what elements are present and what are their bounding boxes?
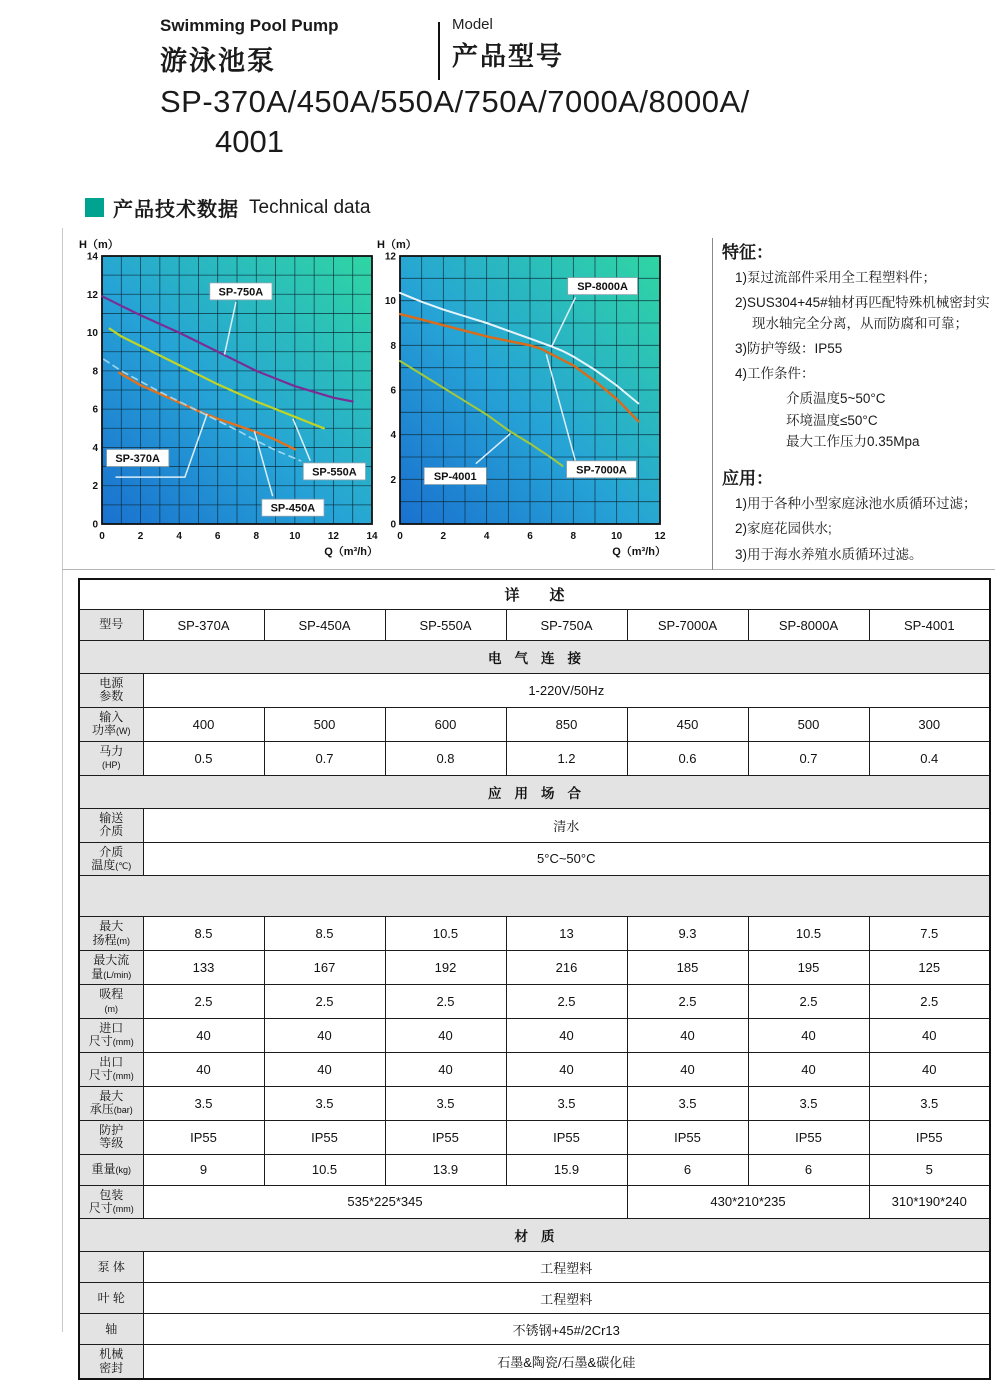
table-row [79,1086,990,1120]
x-tick-label: 8 [570,531,577,542]
row-label: 进口 尺寸(mm) [79,1019,143,1053]
section-title-zh: 产品技术数据 [113,199,239,221]
table-value-cell: 2.5 [506,985,627,1019]
table-value-cell: 0.5 [143,741,264,775]
table-value-cell: 600 [385,707,506,741]
y-axis-title: H（m） [377,239,417,251]
application-item: 3)用于海水养殖水质循环过滤。 [735,546,923,562]
table-value-cell: 40 [264,1052,385,1086]
table-section-header: 应用场合 [79,775,990,808]
table-value-cell: 6 [627,1154,748,1185]
table-value-cell: 10.5 [385,917,506,951]
feature-item: 环境温度≤50°C [786,412,878,428]
row-label-model: 型号 [79,610,143,641]
row-label: 轴 [79,1314,143,1345]
pump-curve-chart-large-models [376,238,668,560]
row-label: 泵 体 [79,1252,143,1283]
application-item: 1)用于各种小型家庭泳池水质循环过滤； [735,496,977,511]
row-label: 最大 扬程(m) [79,917,143,951]
features-list [722,268,998,452]
model-numbers-line1: SP-370A/450A/550A/750A/7000A/8000A/ [160,84,750,119]
table-row [79,1019,990,1053]
table-value-cell: 10.5 [748,917,869,951]
y-tick-label: 8 [390,340,396,352]
row-label: 输入 功率(W) [79,707,143,741]
x-tick-label: 8 [253,531,260,542]
table-value-cell: IP55 [627,1120,748,1154]
applications-title: 应用： [722,469,773,488]
table-value-cell: 3.5 [143,1086,264,1120]
y-tick-label: 6 [92,404,98,416]
table-row [79,674,990,708]
section-bullet-square [85,198,104,217]
table-value-cell: 8.5 [264,917,385,951]
y-tick-label: 2 [390,474,396,486]
table-value-cell: 192 [385,951,506,985]
model-column-header: SP-8000A [748,610,869,641]
y-tick-label: 0 [92,519,98,531]
model-column-header: SP-7000A [627,610,748,641]
x-tick-label: 12 [654,531,666,542]
y-axis-title: H（m） [79,239,119,251]
table-value-cell: 430*210*235 [627,1185,869,1219]
table-value-cell: 5°C~50°C [143,842,990,876]
row-label: 输送 介质 [79,808,143,842]
table-value-cell: 13.9 [385,1154,506,1185]
table-value-cell: 535*225*345 [143,1185,627,1219]
curve-label-text: SP-370A [115,452,160,465]
feature-item: 3)防护等级：IP55 [735,340,843,356]
table-section-header: 电气连接 [79,641,990,674]
product-title-zh: 游泳池泵 [160,46,276,76]
x-tick-label: 0 [397,531,403,542]
table-value-cell: 310*190*240 [869,1185,990,1219]
curve-label-text: SP-8000A [577,281,628,294]
table-value-cell: 133 [143,951,264,985]
model-column-header: SP-370A [143,610,264,641]
table-value-cell: 167 [264,951,385,985]
y-tick-label: 10 [384,296,396,308]
y-tick-label: 2 [92,481,98,493]
page-header [160,16,564,80]
table-sec empty-row [79,876,990,917]
table-value-cell: 40 [143,1019,264,1053]
table-value-cell: 工程塑料 [143,1283,990,1314]
x-axis-title: Q（m³/h） [324,546,378,558]
table-value-cell: 3.5 [869,1086,990,1120]
curve-label-text: SP-550A [312,466,357,479]
table-row [79,1345,990,1379]
y-tick-label: 10 [86,328,98,340]
table-value-cell: 40 [385,1052,506,1086]
x-tick-label: 10 [289,531,301,542]
table-value-cell: 2.5 [748,985,869,1019]
x-tick-label: 10 [611,531,623,542]
table-row [79,1052,990,1086]
table-sec-row [79,775,990,808]
y-tick-label: 4 [390,430,396,442]
x-tick-label: 6 [527,531,533,542]
table-value-cell: 3.5 [748,1086,869,1120]
x-axis-title: Q（m³/h） [612,546,666,558]
x-tick-label: 12 [327,531,339,542]
table-value-cell: 40 [869,1052,990,1086]
table-value-cell: 10.5 [264,1154,385,1185]
table-value-cell: IP55 [264,1120,385,1154]
table-value-cell: 400 [143,707,264,741]
table-value-cell: 7.5 [869,917,990,951]
table-value-cell: 40 [506,1019,627,1053]
table-value-cell: 5 [869,1154,990,1185]
table-value-cell: 40 [264,1019,385,1053]
table-row [79,808,990,842]
table-value-cell: 216 [506,951,627,985]
table-sec-row [79,1219,990,1252]
y-tick-label: 4 [92,442,98,454]
header-divider [438,22,440,80]
table-value-cell: 清水 [143,808,990,842]
row-label: 出口 尺寸(mm) [79,1052,143,1086]
y-tick-label: 12 [384,251,396,263]
curve-label-text: SP-4001 [433,470,477,483]
row-label: 重量(kg) [79,1154,143,1185]
table-value-cell: 3.5 [385,1086,506,1120]
table-value-cell: 40 [627,1052,748,1086]
y-tick-label: 14 [86,251,98,263]
applications-list [722,494,998,565]
model-column-header: SP-550A [385,610,506,641]
row-label: 最大 承压(bar) [79,1086,143,1120]
table-value-cell: 不锈钢+45#/2Cr13 [143,1314,990,1345]
feature-item: 介质温度5~50°C [786,391,886,407]
table-value-cell: 1.2 [506,741,627,775]
table-value-cell: 3.5 [264,1086,385,1120]
row-label: 叶 轮 [79,1283,143,1314]
table-value-cell: 2.5 [869,985,990,1019]
features-title: 特征： [722,243,773,262]
row-label: 机械 密封 [79,1345,143,1379]
table-row [79,1120,990,1154]
curve-label-text: SP-750A [218,286,264,299]
table-row [79,1154,990,1185]
table-value-cell: 石墨&陶瓷/石墨&碳化硅 [143,1345,990,1379]
x-tick-label: 4 [483,531,490,542]
row-label: 最大流 量(L/min) [79,951,143,985]
feature-item: 2)SUS304+45#轴材再匹配特殊机械密封实现水轴完全分离，从而防腐和可靠； [735,295,990,331]
table-row [79,917,990,951]
table-value-cell: 0.8 [385,741,506,775]
x-tick-label: 2 [137,531,144,542]
y-tick-label: 12 [86,289,98,301]
table-value-cell: 2.5 [627,985,748,1019]
y-tick-label: 0 [390,519,396,531]
row-label: 吸程 (m) [79,985,143,1019]
table-value-cell: 40 [627,1019,748,1053]
specification-table [78,578,991,1380]
table-value-cell: IP55 [143,1120,264,1154]
features-panel [712,238,998,570]
row-label: 电源 参数 [79,674,143,708]
product-title-block [160,16,438,80]
feature-item: 1)泵过流部件采用全工程塑料件； [735,270,937,285]
table-value-cell: 3.5 [506,1086,627,1120]
table-value-cell: 450 [627,707,748,741]
table-value-cell: 125 [869,951,990,985]
x-tick-label: 0 [99,531,105,542]
table-value-cell: 300 [869,707,990,741]
charts-area [0,238,1000,568]
table-value-cell: 9 [143,1154,264,1185]
table-value-cell: 0.4 [869,741,990,775]
table-title: 详述 [79,579,990,610]
table-ttl-row [79,579,990,610]
section-title-en: Technical data [249,196,371,218]
table-row [79,707,990,741]
table-value-cell: IP55 [385,1120,506,1154]
row-label: 马力 (HP) [79,741,143,775]
x-tick-label: 4 [176,531,182,542]
table-value-cell: 工程塑料 [143,1252,990,1283]
table-row [79,1314,990,1345]
table-row [79,842,990,876]
model-label-zh: 产品型号 [452,41,565,71]
technical-data-heading [85,193,370,222]
curve-label-text: SP-450A [270,502,316,515]
table-value-cell: 40 [748,1019,869,1053]
table-row [79,610,990,641]
table-value-cell: 0.6 [627,741,748,775]
table-value-cell: 9.3 [627,917,748,951]
table-row [79,1283,990,1314]
table-value-cell: 2.5 [143,985,264,1019]
row-label: 防护 等级 [79,1120,143,1154]
table-value-cell: 40 [385,1019,506,1053]
table-value-cell: IP55 [748,1120,869,1154]
table-sec-row [79,641,990,674]
x-tick-label: 2 [440,531,447,542]
table-value-cell: 850 [506,707,627,741]
y-tick-label: 8 [92,366,98,378]
table-value-cell: 195 [748,951,869,985]
table-value-cell: 2.5 [385,985,506,1019]
model-label-block [452,16,564,80]
y-tick-label: 6 [390,385,396,397]
model-column-header: SP-450A [264,610,385,641]
table-value-cell: 15.9 [506,1154,627,1185]
x-tick-label: 14 [366,531,378,542]
pump-curve-chart-small-models [78,238,380,560]
table-value-cell: 8.5 [143,917,264,951]
table-row [79,985,990,1019]
table-value-cell: 500 [748,707,869,741]
x-tick-label: 6 [214,531,221,542]
table-row [79,1185,990,1219]
model-numbers-line2: 4001 [215,124,284,159]
table-row [79,951,990,985]
table-value-cell: 500 [264,707,385,741]
feature-item: 最大工作压力0.35Mpa [786,433,920,449]
table-value-cell: 40 [748,1052,869,1086]
table-value-cell: IP55 [506,1120,627,1154]
feature-item: 4)工作条件： [735,366,815,381]
row-label: 介质 温度(℃) [79,842,143,876]
table-value-cell: 40 [869,1019,990,1053]
table-value-cell: 185 [627,951,748,985]
table-value-cell: 40 [143,1052,264,1086]
curve-label-text: SP-7000A [576,464,627,477]
model-label-en: Model [452,16,493,33]
table-value-cell: 13 [506,917,627,951]
model-column-header: SP-4001 [869,610,990,641]
table-row [79,1252,990,1283]
table-value-cell: 0.7 [264,741,385,775]
table-spacer-row [79,876,990,917]
table-row [79,741,990,775]
table-value-cell: 2.5 [264,985,385,1019]
application-item: 2)家庭花园供水; [735,521,832,537]
table-value-cell: 1-220V/50Hz [143,674,990,708]
table-value-cell: 3.5 [627,1086,748,1120]
row-label: 包装 尺寸(mm) [79,1185,143,1219]
model-column-header: SP-750A [506,610,627,641]
table-value-cell: 0.7 [748,741,869,775]
table-value-cell: IP55 [869,1120,990,1154]
table-value-cell: 6 [748,1154,869,1185]
product-title-en: Swimming Pool Pump [160,16,339,35]
table-section-header: 材质 [79,1219,990,1252]
table-value-cell: 40 [506,1052,627,1086]
